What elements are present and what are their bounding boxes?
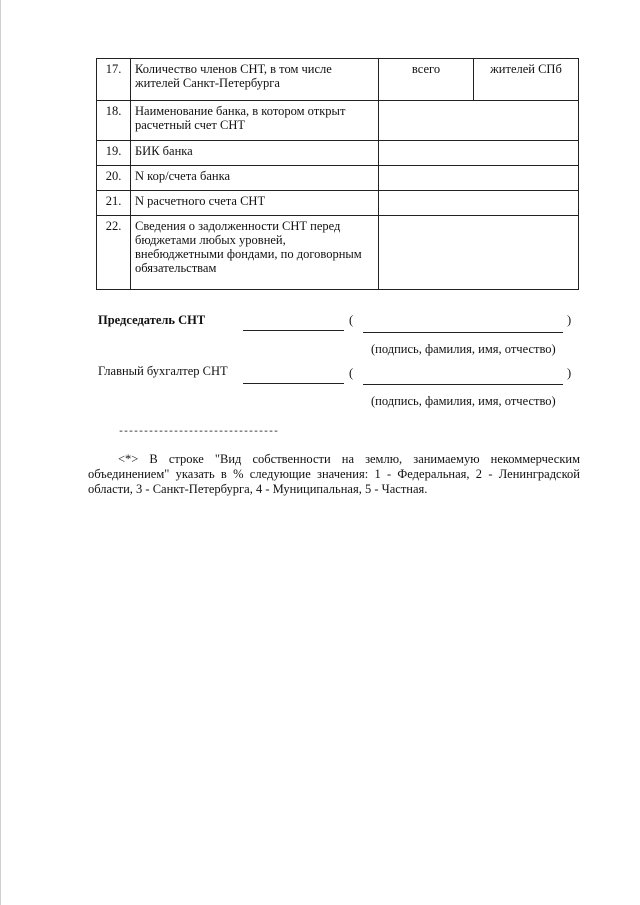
row-label: Количество членов СНТ, в том числе жителей Санкт-Петербурга xyxy=(131,59,379,101)
table-row xyxy=(97,141,579,166)
table-row xyxy=(97,216,579,290)
value-cell xyxy=(379,141,579,166)
value-cell xyxy=(379,216,579,290)
value-cell xyxy=(379,101,579,141)
row-label: Наименование банка, в котором открыт расчетный счет СНТ xyxy=(131,101,379,141)
table-row xyxy=(97,191,579,216)
spb-residents-cell: жителей СПб xyxy=(474,59,579,101)
page-edge xyxy=(0,0,1,905)
chairman-open-paren: ( xyxy=(349,313,354,327)
value-cell xyxy=(379,191,579,216)
row-label: N кор/счета банка xyxy=(131,166,379,191)
accountant-caption: (подпись, фамилия, имя, отчество) xyxy=(371,394,556,408)
footnote-text: <*> В строке "Вид собственности на землю, занимаемую некоммерческим объединением" указать в % следующие значения: 1 - Федеральная, 2 - Ленинградской области, 3 - Санкт-Петербурга, 4 - Муниципальная, 5 - Частная. xyxy=(88,452,580,496)
accountant-close-paren: ) xyxy=(567,366,572,380)
value-cell xyxy=(379,166,579,191)
row-number: 21. xyxy=(97,191,131,216)
table-row xyxy=(97,166,579,191)
table-row xyxy=(97,101,579,141)
row-number: 20. xyxy=(97,166,131,191)
accountant-name-line xyxy=(363,384,563,385)
chairman-close-paren: ) xyxy=(567,313,572,327)
row-number: 18. xyxy=(97,101,131,141)
row-label: Сведения о задолженности СНТ перед бюджетами любых уровней, внебюджетными фондами, по договорным обязательствам xyxy=(131,216,379,290)
chairman-title: Председатель СНТ xyxy=(98,313,206,327)
row-number: 22. xyxy=(97,216,131,290)
table-row xyxy=(97,59,579,101)
chairman-name-line xyxy=(363,332,563,333)
chairman-signature-line xyxy=(243,330,344,331)
row-label: N расчетного счета СНТ xyxy=(131,191,379,216)
row-number: 19. xyxy=(97,141,131,166)
footnote-separator: -------------------------------- xyxy=(118,427,279,438)
row-number: 17. xyxy=(97,59,131,101)
total-members-cell: всего xyxy=(379,59,474,101)
organization-info-table xyxy=(96,58,579,290)
accountant-signature-line xyxy=(243,383,344,384)
chairman-caption: (подпись, фамилия, имя, отчество) xyxy=(371,342,556,356)
row-label: БИК банка xyxy=(131,141,379,166)
accountant-title: Главный бухгалтер СНТ xyxy=(98,364,228,378)
accountant-open-paren: ( xyxy=(349,366,354,380)
